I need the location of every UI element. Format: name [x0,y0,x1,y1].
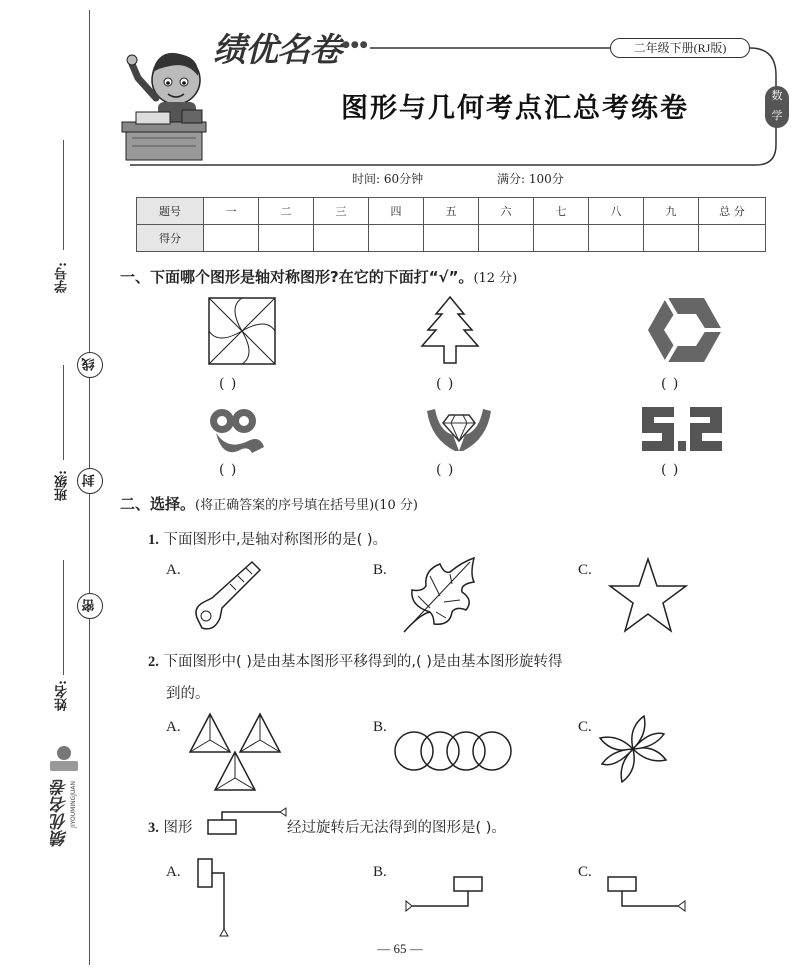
section1-points: (12 分) [473,271,518,286]
student-no-line [63,140,64,250]
score-cell[interactable] [314,225,369,252]
q3-figure-a [196,857,236,937]
grade-tag: 二年级下册(RJ版) [610,38,750,58]
q3-option-b-label[interactable]: B. [373,864,387,880]
question-3-text-after: 经过旋转后无法得到的图形是( )。 [287,820,506,836]
question-3-number: 3. [148,820,159,836]
section2-note: (将正确答案的序号填在括号里)(10 分) [195,498,418,513]
score-table [136,197,766,252]
score-cell[interactable] [589,225,644,252]
figure-hands-diamond [425,405,495,455]
class-line [63,365,64,460]
question-2 [148,650,793,671]
q1-figure-leaf [400,556,480,636]
name-line [63,560,64,675]
question-3-before [148,816,192,837]
question-2-number: 2. [148,654,159,670]
seal-secret: 密 [77,593,103,619]
figure-5-2 [640,405,724,453]
score-table-header-row [137,198,766,225]
student-no-label: 学号: [55,262,70,293]
answer-blank[interactable]: ( ) [661,462,680,478]
score-cell[interactable] [259,225,314,252]
score-col-2: 二 [259,198,314,225]
spine-pinyin: JIYOUMINGJUAN [70,781,77,828]
q2-option-c-label[interactable]: C. [578,719,592,735]
q3-figure-c [604,873,694,913]
score-table-score-row [137,225,766,252]
seal-seal: 封 [77,468,103,494]
score-col-8: 八 [589,198,644,225]
score-col-6: 六 [479,198,534,225]
q1-option-a-label[interactable]: A. [166,562,181,578]
score-col-5: 五 [424,198,479,225]
page-title: 图形与几何考点汇总考练卷 [341,93,689,124]
score-cell[interactable] [644,225,699,252]
q3-option-a-label[interactable]: A. [166,864,181,880]
subject-badge [765,86,789,128]
name-label: 姓名: [55,680,70,711]
figure-pinwheel-square [208,297,278,367]
question-2-line2: 到的。 [166,686,210,702]
spine-brand: 绩优名卷 [51,779,71,847]
brand-dots: ●●● [342,40,369,50]
score-cell[interactable] [699,225,766,252]
q1-figure-key [190,558,270,638]
q3-option-c-label[interactable]: C. [578,864,592,880]
score-cell[interactable] [369,225,424,252]
answer-blank[interactable]: ( ) [219,376,238,392]
q2-figure-triangles [190,712,290,792]
section1-title: 一、下面哪个图形是轴对称图形?在它的下面打“√”。 [120,268,474,286]
score-col-4: 四 [369,198,424,225]
q3-figure-b [404,873,494,913]
answer-blank[interactable]: ( ) [436,376,455,392]
q1-figure-star [608,557,688,633]
q2-figure-circles [394,731,514,775]
mascot-icon [44,745,84,775]
score-col-total: 总 分 [699,198,766,225]
answer-blank[interactable]: ( ) [661,376,680,392]
spine-logo [40,745,80,865]
q1-option-c-label[interactable]: C. [578,562,592,578]
figure-tree [420,296,480,366]
q2-option-b-label[interactable]: B. [373,719,387,735]
score-col-9: 九 [644,198,699,225]
answer-blank[interactable]: ( ) [436,462,455,478]
question-1-text: 下面图形中,是轴对称图形的是( )。 [163,532,388,548]
seal-line: 线 [77,352,103,378]
answer-blank[interactable]: ( ) [219,462,238,478]
question-1 [148,528,387,549]
brand-logo: 绩优名卷 [213,30,341,69]
subject-char-2: 学 [771,109,783,122]
score-cell[interactable] [424,225,479,252]
section1-heading [120,266,517,287]
figure-hexagon-swirl [646,296,724,366]
subject-char-1: 数 [771,89,783,102]
score-col-3: 三 [314,198,369,225]
question-3-text-before: 图形 [163,820,193,836]
score-header-label: 题号 [137,198,204,225]
q1-option-b-label[interactable]: B. [373,562,387,578]
question-1-number: 1. [148,532,159,548]
class-label: 班级: [55,470,70,501]
score-cell[interactable] [479,225,534,252]
q3-figure-base [206,808,286,842]
time-label: 时间: 60分钟 [352,172,424,186]
score-col-7: 七 [534,198,589,225]
q2-figure-pinwheel [598,714,668,784]
score-cell[interactable] [534,225,589,252]
page-number: — 65 — [377,941,423,956]
score-col-1: 一 [204,198,259,225]
score-cell[interactable] [204,225,259,252]
figure-snake [208,407,268,457]
full-score-label: 满分: 100分 [497,172,564,186]
question-2-line1: 下面图形中( )是由基本图形平移得到的,( )是由基本图形旋转得 [163,654,563,670]
section2-title: 二、选择。 [120,495,196,513]
section2-heading [120,493,418,514]
score-row-label: 得分 [137,225,204,252]
q2-option-a-label[interactable]: A. [166,719,181,735]
